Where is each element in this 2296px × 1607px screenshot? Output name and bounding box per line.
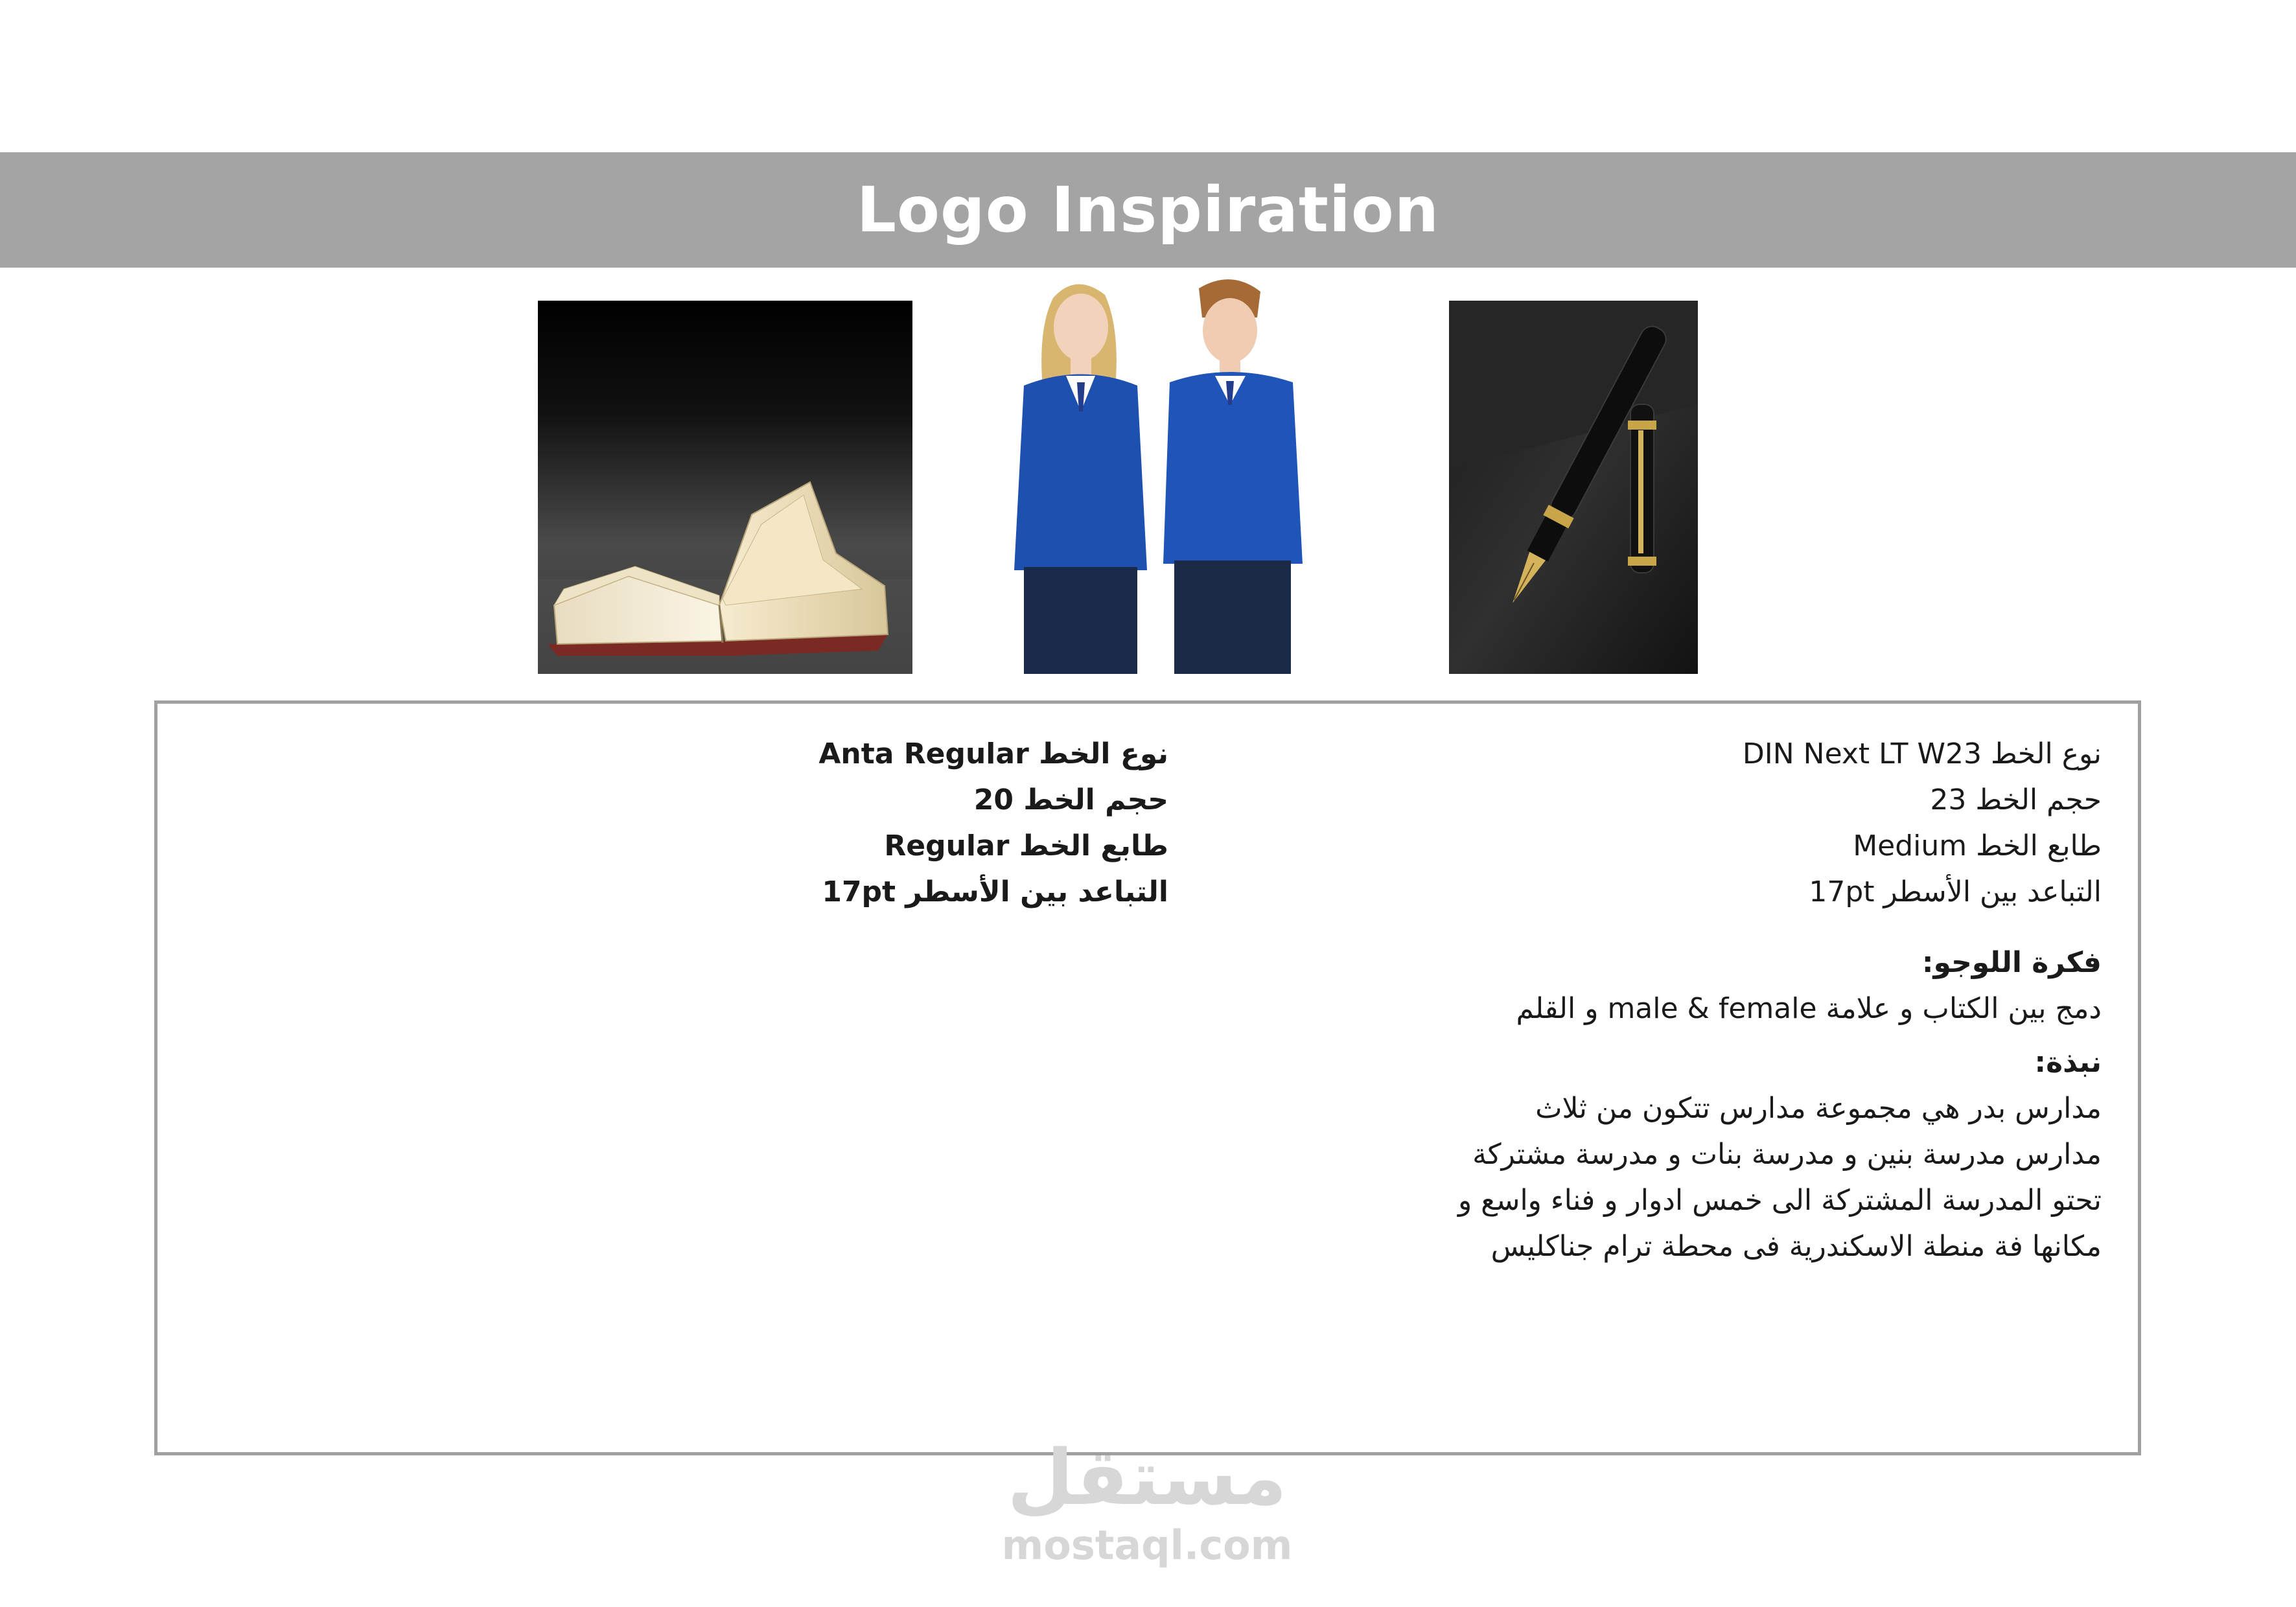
watermark-arabic: مستقل bbox=[1007, 1433, 1287, 1522]
secondary-font-style: طابع الخط Regular bbox=[884, 829, 1168, 862]
about-heading: نبذة: bbox=[2034, 1046, 2102, 1079]
primary-font-size: حجم الخط 23 bbox=[1930, 783, 2102, 816]
about-line: مكانها فة منطة الاسكندرية فى محطة ترام جناكليس bbox=[1490, 1230, 2102, 1263]
watermark-latin: mostaql.com bbox=[1001, 1521, 1293, 1569]
about-line: مدارس بدر هي مجموعة مدارس تتكون من ثلاث bbox=[1535, 1092, 2102, 1125]
students-photo bbox=[998, 272, 1341, 674]
open-book-photo bbox=[538, 301, 912, 674]
about-line: مدارس مدرسة بنين و مدرسة بنات و مدرسة مشتركة bbox=[1472, 1138, 2102, 1171]
secondary-font-size: حجم الخط 20 bbox=[973, 783, 1168, 816]
about-line: تحتو المدرسة المشتركة الى خمس ادوار و فناء واسع و bbox=[1457, 1184, 2102, 1217]
primary-font-type: نوع الخط DIN Next LT W23 bbox=[1742, 737, 2102, 770]
secondary-font-specs bbox=[806, 731, 1168, 915]
logo-idea-heading: فكرة اللوجو: bbox=[1921, 946, 2102, 979]
secondary-line-spacing: التباعد بين الأسطر 17pt bbox=[822, 875, 1168, 908]
primary-line-spacing: التباعد بين الأسطر 17pt bbox=[1809, 875, 2102, 908]
primary-font-specs bbox=[1194, 731, 2102, 1269]
primary-font-style: طابع الخط Medium bbox=[1853, 829, 2102, 862]
mostaql-watermark bbox=[985, 1432, 1309, 1581]
page-title: Logo Inspiration bbox=[856, 174, 1440, 246]
fountain-pen-photo bbox=[1449, 301, 1698, 674]
font-info-box bbox=[154, 700, 2141, 1455]
secondary-font-type: نوع الخط Anta Regular bbox=[818, 737, 1168, 770]
title-banner bbox=[0, 152, 2296, 268]
logo-idea-text: دمج بين الكتاب و علامة male & female و القلم bbox=[1516, 992, 2102, 1025]
